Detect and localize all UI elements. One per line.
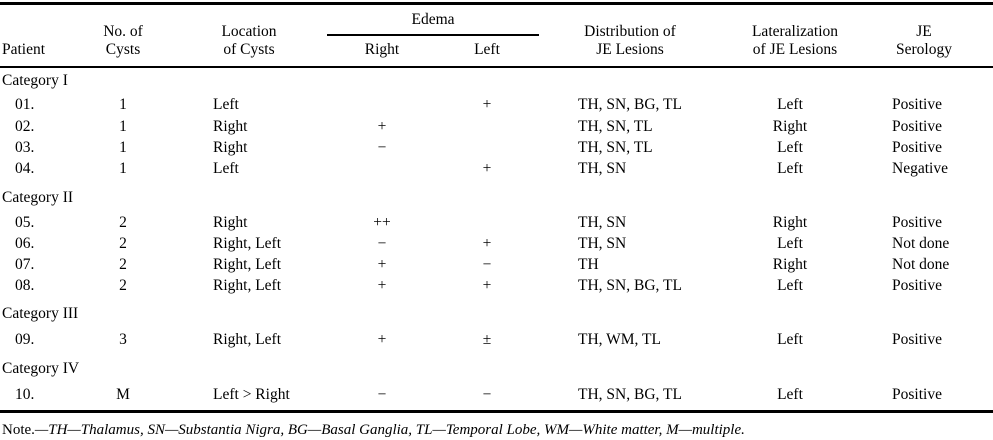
cell-distribution: TH, SN, BG, TL bbox=[578, 277, 682, 294]
cell-serology: Positive bbox=[892, 118, 942, 135]
cell-serology: Positive bbox=[892, 331, 942, 348]
category-label: Category IV bbox=[2, 360, 80, 377]
header-edema-left: Left bbox=[474, 41, 500, 58]
cell-distribution: TH, SN bbox=[578, 214, 627, 231]
cell-serology: Positive bbox=[892, 277, 942, 294]
cell-num: 2 bbox=[119, 214, 127, 231]
cell-edema-left: + bbox=[482, 96, 492, 113]
cell-distribution: TH, WM, TL bbox=[578, 331, 661, 348]
cell-num: 2 bbox=[119, 235, 127, 252]
cell-location: Left bbox=[213, 96, 239, 113]
cell-num: 2 bbox=[119, 256, 127, 273]
cell-edema-right: + bbox=[377, 331, 387, 348]
cell-edema-right: ++ bbox=[373, 214, 391, 231]
cell-location: Right bbox=[213, 139, 248, 156]
header-bottom-rule bbox=[0, 66, 993, 68]
table-top-rule bbox=[0, 2, 993, 5]
cell-edema-left: − bbox=[482, 386, 492, 403]
cell-patient: 08. bbox=[15, 277, 35, 294]
cell-lateralization: Left bbox=[777, 96, 803, 113]
header-lateralization-line1: Lateralization bbox=[751, 23, 839, 40]
cell-distribution: TH, SN, TL bbox=[578, 139, 653, 156]
cell-distribution: TH, SN, BG, TL bbox=[578, 96, 682, 113]
cell-serology: Positive bbox=[892, 139, 942, 156]
cell-location: Left bbox=[213, 160, 239, 177]
cell-location: Right, Left bbox=[213, 235, 282, 252]
cell-patient: 01. bbox=[15, 96, 35, 113]
cell-location: Right, Left bbox=[213, 331, 282, 348]
cell-num: 3 bbox=[119, 331, 127, 348]
cell-edema-right: + bbox=[377, 118, 387, 135]
header-serology-line2: Serology bbox=[896, 41, 952, 58]
table-footnote bbox=[2, 422, 745, 439]
cell-edema-left: + bbox=[482, 160, 492, 177]
cell-distribution: TH, SN bbox=[578, 235, 627, 252]
header-cysts-no-line1: No. of bbox=[103, 23, 143, 40]
cell-location: Right, Left bbox=[213, 256, 282, 273]
cell-lateralization: Left bbox=[777, 160, 803, 177]
cell-lateralization: Right bbox=[772, 214, 808, 231]
cell-edema-right: + bbox=[377, 277, 387, 294]
cell-distribution: TH bbox=[578, 256, 599, 273]
cell-edema-right: − bbox=[377, 139, 387, 156]
cell-location: Left > Right bbox=[213, 386, 290, 403]
cell-lateralization: Left bbox=[777, 139, 803, 156]
cell-distribution: TH, SN, BG, TL bbox=[578, 386, 682, 403]
cell-location: Right, Left bbox=[213, 277, 282, 294]
cell-serology: Not done bbox=[892, 256, 950, 273]
cell-lateralization: Left bbox=[777, 386, 803, 403]
cell-lateralization: Left bbox=[777, 235, 803, 252]
cell-patient: 07. bbox=[15, 256, 35, 273]
table-bottom-rule bbox=[0, 410, 993, 413]
cell-patient: 03. bbox=[15, 139, 35, 156]
cell-edema-left: ± bbox=[482, 331, 492, 348]
cell-location: Right bbox=[213, 214, 248, 231]
cell-serology: Positive bbox=[892, 386, 942, 403]
category-label: Category III bbox=[2, 305, 79, 322]
header-cysts-loc-line2: of Cysts bbox=[223, 41, 275, 58]
header-edema-right: Right bbox=[364, 41, 400, 58]
cell-num: 1 bbox=[119, 96, 127, 113]
cell-num: 1 bbox=[119, 118, 127, 135]
edema-span-rule bbox=[327, 34, 539, 36]
cell-edema-right: − bbox=[377, 386, 387, 403]
footnote-lead: Note. bbox=[2, 422, 35, 438]
header-lateralization-line2: of JE Lesions bbox=[752, 41, 838, 58]
cell-lateralization: Left bbox=[777, 331, 803, 348]
cell-serology: Not done bbox=[892, 235, 950, 252]
cell-lateralization: Right bbox=[772, 118, 808, 135]
cell-patient: 05. bbox=[15, 214, 35, 231]
cell-num: 2 bbox=[119, 277, 127, 294]
cell-patient: 02. bbox=[15, 118, 35, 135]
cell-edema-right: + bbox=[377, 256, 387, 273]
header-distribution-line2: JE Lesions bbox=[596, 41, 664, 58]
cell-serology: Negative bbox=[892, 160, 948, 177]
cell-serology: Positive bbox=[892, 96, 942, 113]
cell-patient: 06. bbox=[15, 235, 35, 252]
category-label: Category II bbox=[2, 189, 74, 206]
cell-lateralization: Left bbox=[777, 277, 803, 294]
cell-location: Right bbox=[213, 118, 248, 135]
cell-distribution: TH, SN, TL bbox=[578, 118, 653, 135]
header-serology-line1: JE bbox=[916, 23, 932, 40]
category-label: Category I bbox=[2, 72, 68, 89]
cell-edema-right: − bbox=[377, 235, 387, 252]
footnote-body: —TH—Thalamus, SN—Substantia Nigra, BG—Basal Ganglia, TL—Temporal Lobe, WM—White matter, M—multiple. bbox=[34, 422, 745, 438]
cell-patient: 04. bbox=[15, 160, 35, 177]
cell-lateralization: Right bbox=[772, 256, 808, 273]
header-cysts-loc-line1: Location bbox=[221, 23, 277, 40]
cell-edema-left: + bbox=[482, 277, 492, 294]
header-edema: Edema bbox=[411, 11, 455, 28]
cell-patient: 09. bbox=[15, 331, 35, 348]
cell-distribution: TH, SN bbox=[578, 160, 627, 177]
cell-serology: Positive bbox=[892, 214, 942, 231]
cell-edema-left: + bbox=[482, 235, 492, 252]
cell-num: M bbox=[116, 386, 130, 403]
header-cysts-no-line2: Cysts bbox=[105, 41, 141, 58]
cell-edema-left: − bbox=[482, 256, 492, 273]
cell-num: 1 bbox=[119, 160, 127, 177]
header-distribution-line1: Distribution of bbox=[584, 23, 676, 40]
header-patient: Patient bbox=[2, 41, 46, 58]
cell-num: 1 bbox=[119, 139, 127, 156]
cell-patient: 10. bbox=[15, 386, 35, 403]
